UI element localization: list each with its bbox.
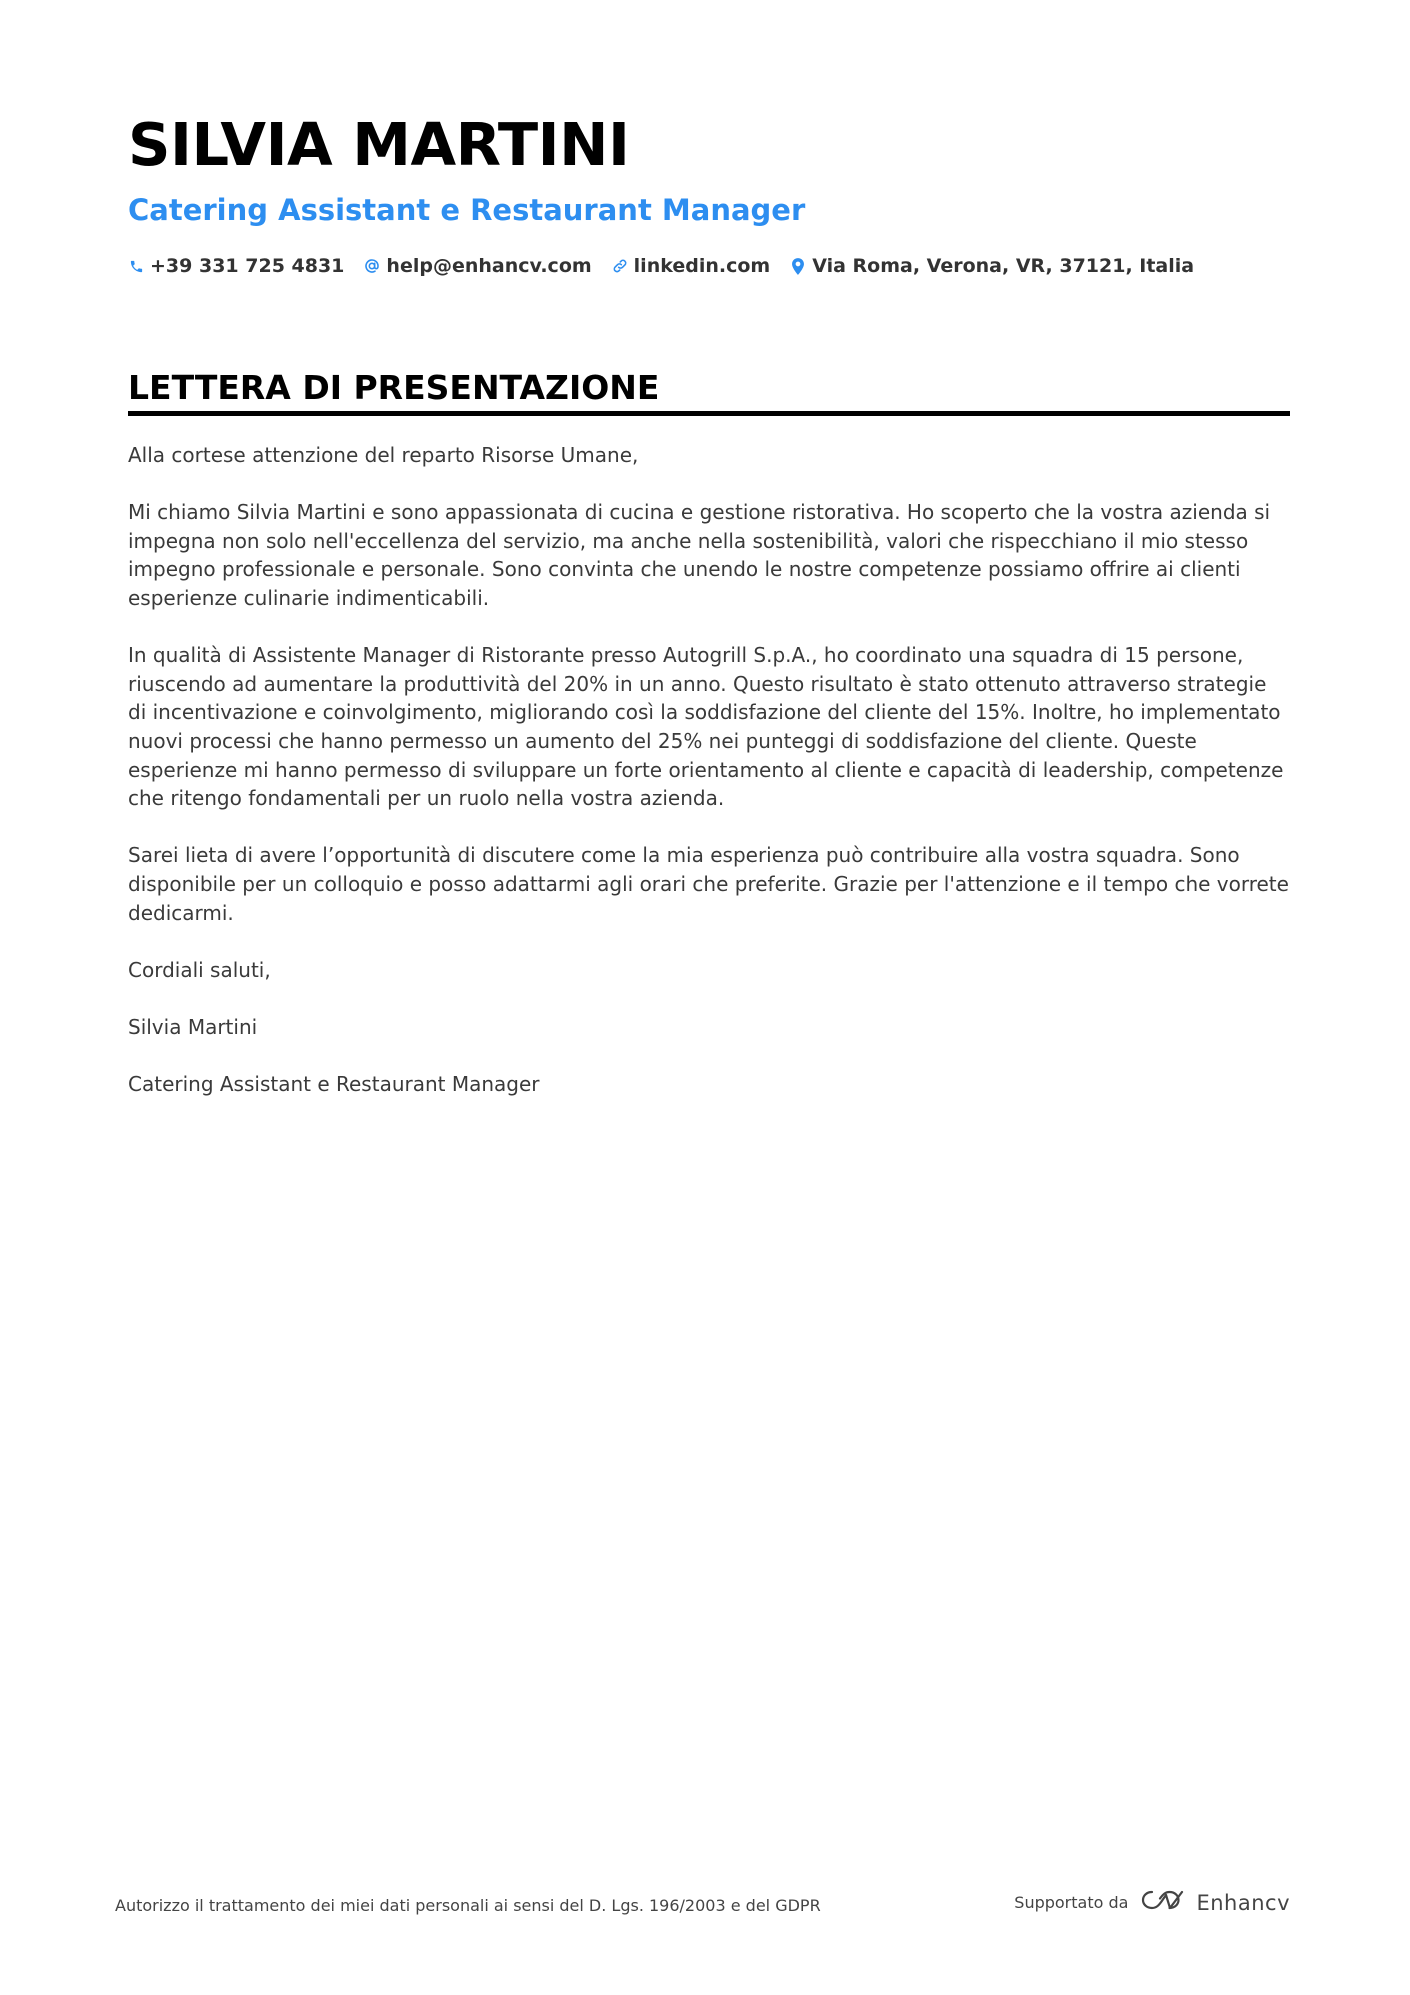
signature-name: Silvia Martini [128, 1014, 258, 1039]
privacy-consent: Autorizzo il trattamento dei miei dati personali ai sensi del D. Lgs. 196/2003 e del GDPR [115, 1896, 821, 1915]
contact-bar [128, 253, 1214, 279]
letter-paragraph: Mi chiamo Silvia Martini e sono appassionata di cucina e gestione ristorativa. Ho scoperto che la vostra azienda si impegna non solo nell'eccellenza del servizio, ma anche nella sostenibilità, valori che rispecchiano il mio stesso impegno professionale e personale. Sono convinta che unendo le nostre competenze possiamo offrire ai clienti esperienze culinarie indimenticabili. [128, 500, 1271, 610]
job-title: Catering Assistant e Restaurant Manager [128, 193, 806, 227]
contact-phone [128, 253, 344, 279]
phone-icon [128, 257, 144, 275]
letter-paragraph: Sarei lieta di avere l’opportunità di discutere come la mia esperienza può contribuire alla vostra squadra. Sono disponibile per un colloquio e posso adattarmi agli orari che preferite. Grazie per l'attenzione e il tempo che vorrete dedicarmi. [128, 843, 1289, 925]
signature-title: Catering Assistant e Restaurant Manager [128, 1072, 540, 1097]
contact-email [364, 253, 591, 279]
applicant-name: SILVIA MARTINI [128, 110, 630, 179]
contact-address [790, 253, 1194, 279]
supported-by-label: Supportato da [1014, 1893, 1129, 1912]
enhancv-brand: Enhancv [1196, 1890, 1290, 1915]
email-address: help@enhancv.com [386, 255, 592, 277]
linkedin-url: linkedin.com [633, 255, 771, 277]
powered-by [1014, 1888, 1290, 1917]
phone-number: +39 331 725 4831 [150, 255, 345, 277]
enhancv-logo-icon [1140, 1888, 1186, 1917]
section-divider [128, 411, 1290, 416]
location-pin-icon [790, 257, 806, 275]
contact-linkedin [612, 253, 771, 279]
letter-paragraph: In qualità di Assistente Manager di Ristorante presso Autogrill S.p.A., ho coordinato una squadra di 15 persone, riuscendo ad aumentare la produttività del 20% in un anno. Questo risultato è stato ottenuto attraverso strategie di incentivazione e coinvolgimento, migliorando così la soddisfazione del cliente del 15%. Inoltre, ho implementato nuovi processi che hanno permesso un aumento del 25% nei punteggi di soddisfazione del cliente. Queste esperienze mi hanno permesso di sviluppare un forte orientamento al cliente e capacità di leadership, competenze che ritengo fondamentali per un ruolo nella vostra azienda. [128, 643, 1284, 811]
section-title: LETTERA DI PRESENTAZIONE [128, 368, 660, 407]
postal-address: Via Roma, Verona, VR, 37121, Italia [812, 255, 1195, 277]
link-icon [612, 257, 628, 275]
at-icon [364, 257, 380, 275]
letter-closing: Cordiali saluti, [128, 957, 271, 982]
letter-body [128, 441, 1290, 1127]
letter-greeting: Alla cortese attenzione del reparto Risorse Umane, [128, 443, 639, 467]
